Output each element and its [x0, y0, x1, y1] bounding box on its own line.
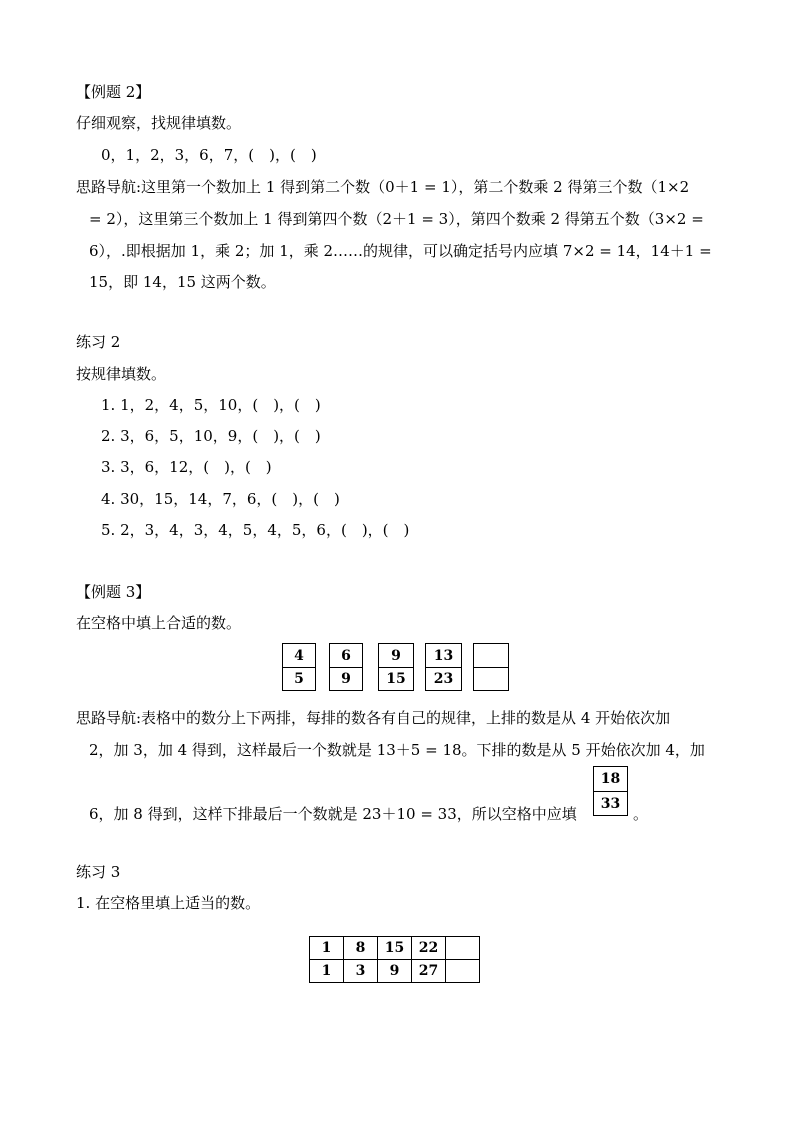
grid-cell: 3	[344, 960, 378, 983]
box-bottom-value: 23	[433, 671, 454, 687]
grid-row	[310, 937, 480, 960]
example2-heading: 【例题 2】	[76, 83, 151, 101]
empty-number-box	[473, 643, 509, 691]
grid-row	[310, 960, 480, 983]
example2-explain-line: 6），.即根据加 1，乘 2；加 1，乘 2……的规律，可以确定括号内应填 7×2 = 14，14＋1 =	[89, 242, 712, 260]
box-top-value	[474, 644, 508, 668]
number-box	[378, 643, 414, 691]
example3-prompt: 在空格中填上合适的数。	[76, 614, 242, 632]
grid-cell: 27	[412, 960, 446, 983]
number-box	[282, 643, 316, 691]
grid-cell: 1	[310, 937, 344, 960]
box-top-value: 4	[283, 644, 315, 668]
grid-cell: 8	[344, 937, 378, 960]
practice2-item: 1. 1，2，4，5，10，( )，( )	[101, 396, 321, 414]
grid-cell: 22	[412, 937, 446, 960]
number-grid	[309, 936, 480, 983]
example3-heading: 【例题 3】	[76, 583, 151, 601]
practice2-item: 4. 30，15，14，7，6，( )，( )	[101, 490, 340, 508]
box-top-value: 13	[426, 644, 461, 668]
answer-box	[593, 766, 628, 816]
grid-cell: 15	[378, 937, 412, 960]
example3-answer-end: 。	[633, 805, 649, 823]
number-box	[425, 643, 462, 691]
example3-explain-line: 2，加 3，加 4 得到，这样最后一个数就是 13＋5 = 18。下排的数是从 5 开始依次加 4，加	[89, 741, 705, 759]
box-bottom-value	[474, 668, 508, 690]
practice3-heading: 练习 3	[76, 863, 121, 881]
practice2-item: 2. 3，6，5，10，9，( )，( )	[101, 427, 321, 445]
example2-prompt: 仔细观察，找规律填数。	[76, 114, 242, 132]
box-bottom-value: 9	[341, 671, 351, 687]
example3-explain-line: 6，加 8 得到，这样下排最后一个数就是 23＋10 = 33，所以空格中应填	[89, 805, 577, 823]
answer-top-value: 18	[594, 767, 627, 792]
practice2-prompt: 按规律填数。	[76, 365, 167, 383]
practice2-item: 5. 2，3，4，3，4，5，4，5，6，( )，( )	[101, 521, 410, 539]
grid-cell-empty	[446, 960, 480, 983]
practice3-prompt: 1. 在空格里填上适当的数。	[76, 894, 261, 912]
box-top-value: 9	[379, 644, 413, 668]
practice2-heading: 练习 2	[76, 333, 121, 351]
box-bottom-value: 5	[294, 671, 304, 687]
number-box	[329, 643, 363, 691]
example2-explain-line: 15，即 14，15 这两个数。	[89, 273, 276, 291]
grid-cell-empty	[446, 937, 480, 960]
example2-explain-line: = 2），这里第三个数加上 1 得到第四个数（2＋1 = 3），第四个数乘 2 得第五个数（3×2 =	[89, 210, 704, 228]
grid-cell: 9	[378, 960, 412, 983]
answer-bottom-value: 33	[600, 795, 621, 812]
grid-cell: 1	[310, 960, 344, 983]
box-top-value: 6	[330, 644, 362, 668]
example3-explain-line: 思路导航:表格中的数分上下两排，每排的数各有自己的规律，上排的数是从 4 开始依次加	[76, 709, 671, 727]
example2-explain-line: 思路导航:这里第一个数加上 1 得到第二个数（0＋1 = 1），第二个数乘 2 得第三个数（1×2	[76, 178, 690, 196]
box-bottom-value: 15	[386, 671, 406, 687]
example2-sequence: 0，1，2，3，6，7，( )，( )	[101, 146, 317, 164]
practice2-item: 3. 3，6，12，( )，( )	[101, 458, 272, 476]
